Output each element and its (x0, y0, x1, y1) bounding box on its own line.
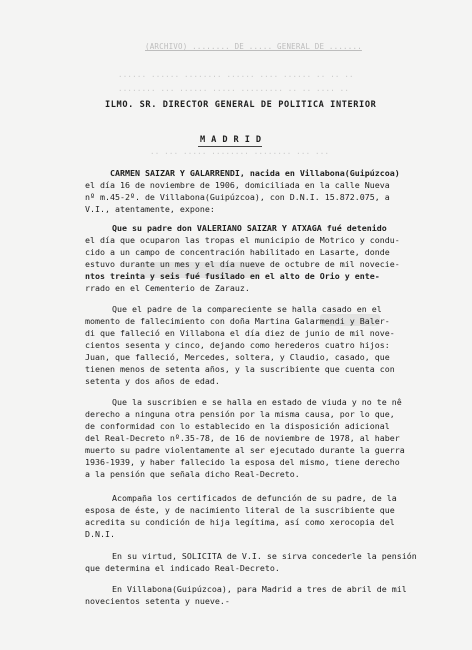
city-underline (198, 146, 262, 147)
body-line: CARMEN SAIZAR Y GALARRENDI, nacida en Villabona(Guipúzcoa) (110, 168, 400, 178)
body-line: derecho a ninguna otra pensión por la misma causa, por lo que, (85, 409, 395, 419)
body-line: cido a un campo de concentración habilitado en Lasarte, donde (85, 247, 390, 257)
body-line: que determina el indicado Real-Decreto. (85, 563, 280, 573)
body-line: En su virtud, SOLICITA de V.I. se sirva concederle la pensión (112, 551, 417, 561)
body-line: de conformidad con lo establecido en la disposición adicional (85, 421, 390, 431)
body-line: di que falleció en Villabona el día diez de junio de mil nove- (85, 328, 395, 338)
body-line: Que el padre de la compareciente se halla casado en el (112, 304, 382, 314)
body-line: a la pensión que señala dicho Real-Decreto. (85, 469, 300, 479)
body-line: D.N.I. (85, 529, 115, 539)
body-line: rrado en el Cementerio de Zarauz. (85, 283, 250, 293)
body-line: acredita su condición de hija legítima, así como xerocopia del (85, 517, 395, 527)
body-line: ntos treinta y seis fué fusilado en el alto de Orio y ente- (85, 271, 380, 281)
body-line: En Villabona(Guipúzcoa), para Madrid a tres de abril de mil (112, 584, 407, 594)
body-line: Juan, que falleció, Mercedes, soltera, y Claudio, casado, que (85, 352, 390, 362)
body-line: el día que ocuparon las tropas el municipio de Motrico y condu- (85, 235, 400, 245)
body-line: cientos sesenta y cinco, dejando como herederos cuatro hijos: (85, 340, 390, 350)
body-line: estuvo durante un mes y el día nueve de octubre de mil novecie- (85, 259, 400, 269)
body-line: Que la suscribien e se halla en estado de viuda y no te nê (112, 397, 402, 407)
body-line: 1936-1939, y haber fallecido la esposa del mismo, tiene derecho (85, 457, 400, 467)
body-line: nº m.45-2º. de Villabona(Guipúzcoa), con D.N.I. 15.872.075, a (85, 192, 390, 202)
body-line: Acompaña los certificados de defunción de su padre, de la (112, 493, 397, 503)
body-line: Que su padre don VALERIANO SAIZAR Y ATXAGA fué detenido (112, 223, 387, 233)
faint-bleed-line: ........ ... ...... ..... ......... .. .. .... .. (118, 84, 350, 93)
body-line: momento de fallecimiento con doña Martina Galarmendi y Baler- (85, 316, 390, 326)
body-line: el día 16 de noviembre de 1906, domiciliada en la calle Nueva (85, 180, 390, 190)
addressee-line: ILMO. SR. DIRECTOR GENERAL DE POLITICA INTERIOR (105, 100, 377, 110)
scan-smudge (140, 262, 260, 278)
body-line: novecientos setenta y nueve.- (85, 596, 230, 606)
faint-bleed-line: ...... ...... ........ ...... .... ...... .. .. .. (118, 70, 354, 79)
body-line: muerto su padre violentamente al ser ejecutado durante la guerra (85, 445, 405, 455)
faint-header-text: (ARCHIVO) ........ DE ..... GENERAL DE ....... (145, 42, 362, 51)
body-line: setenta y dos años de edad. (85, 376, 220, 386)
body-line: esposa de éste, y de nacimiento literal de la suscribiente que (85, 505, 395, 515)
scan-smudge (320, 314, 380, 326)
faint-bleed-line: .. ... ..... ........ ........ ... ... (150, 147, 330, 156)
city-heading: MADRID (200, 135, 268, 145)
body-line: del Real-Decreto nº.35-78, de 16 de noviembre de 1978, al haber (85, 433, 400, 443)
body-line: tienen menos de setenta años, y la suscribiente que cuenta con (85, 364, 395, 374)
body-line: V.I., atentamente, expone: (85, 204, 215, 214)
